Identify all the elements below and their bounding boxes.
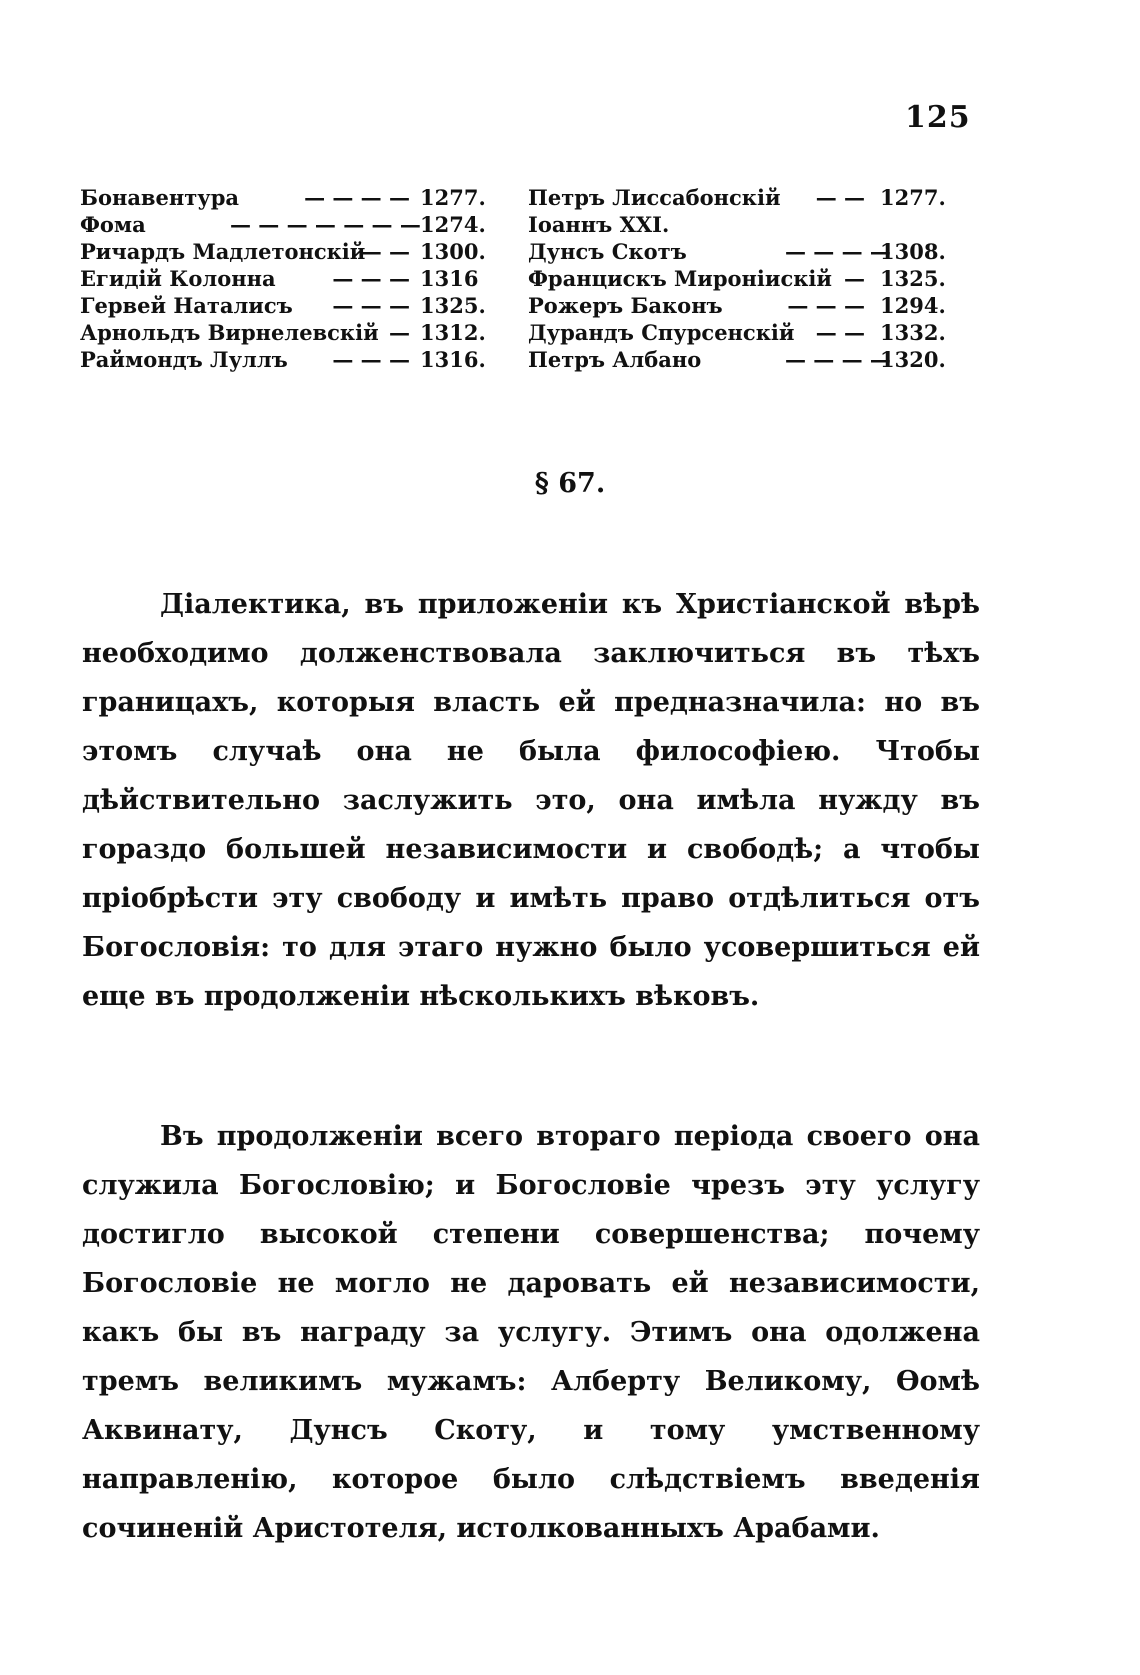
left-name: Бонавентура (80, 185, 239, 210)
right-name: Дурандъ Спурсенскій (528, 320, 795, 345)
left-name: Гервей Наталисъ (80, 293, 293, 318)
left-name: Ричардъ Мадлетонскій (80, 239, 366, 264)
right-year: 1277. (880, 185, 946, 210)
left-name: Арнольдъ Вирнелевскій (80, 320, 379, 345)
right-name: Іоаннъ XXI. (528, 212, 670, 237)
left-year: 1274. (420, 212, 486, 237)
left-dashes: — — — — (304, 185, 410, 210)
left-dashes: — (389, 320, 410, 345)
right-year: 1294. (880, 293, 946, 318)
right-name: Францискъ Мироніискій (528, 266, 832, 291)
table-row (0, 185, 1140, 212)
paragraph-dialectics: Діалектика, въ приложеніи къ Христіанской вѣрѣ необходимо долженствовала заключиться въ тѣхъ границахъ, которыя власть ей предназначила: но въ этомъ случаѣ она не была философіею. Чтобы дѣйствительно заслужить это, она имѣла нужду въ гораздо большей независимости и свободѣ; а чтобы пріобрѣсти эту свободу и имѣть право отдѣлиться отъ Богословія: то для этаго нужно было усовершиться ей еще въ продолженіи нѣсколькихъ вѣковъ. (82, 589, 980, 1012)
left-name: Егидій Колонна (80, 266, 276, 291)
paragraph-second-period: Въ продолженіи всего втораго періода своего она служила Богословію; и Богословіе чрезъ эту услугу достигло высокой степени совершенства; почему Богословіе не могло не даровать ей независимости, какъ бы въ награду за услугу. Этимъ она одолжена тремъ великимъ мужамъ: Алберту Великому, Ѳомѣ Аквинату, Дунсъ Скоту, и тому умственному направленію, которое было слѣдствіемъ введенія сочиненій Аристотеля, истолкованныхъ Арабами. (82, 1121, 980, 1544)
right-name: Петръ Албано (528, 347, 702, 372)
section-heading: § 67. (534, 468, 606, 499)
table-row (0, 293, 1140, 320)
left-name: Фома (80, 212, 146, 237)
table-row (0, 266, 1140, 293)
left-dashes: — — — — — — — (230, 212, 421, 237)
right-name: Рожеръ Баконъ (528, 293, 723, 318)
right-dashes: — — (815, 185, 865, 210)
right-dashes: — — — — (785, 239, 891, 264)
right-year: 1332. (880, 320, 946, 345)
right-year: 1325. (880, 266, 946, 291)
left-year: 1300. (420, 239, 486, 264)
right-dashes: — — — (787, 293, 865, 318)
right-dashes: — (844, 266, 865, 291)
right-year: 1308. (880, 239, 946, 264)
table-row (0, 320, 1140, 347)
page-number: 125 (905, 100, 971, 135)
table-row (0, 347, 1140, 374)
left-dashes: — — — (332, 266, 410, 291)
left-year: 1316. (420, 347, 486, 372)
left-dashes: — — — (332, 347, 410, 372)
left-year: 1277. (420, 185, 486, 210)
right-name: Петръ Лиссабонскій (528, 185, 781, 210)
right-dashes: — — (815, 320, 865, 345)
names-table (0, 185, 1140, 385)
left-year: 1325. (420, 293, 486, 318)
left-year: 1316 (420, 266, 479, 291)
right-name: Дунсъ Скотъ (528, 239, 687, 264)
left-dashes: — — — (332, 293, 410, 318)
left-name: Раймондъ Луллъ (80, 347, 288, 372)
left-year: 1312. (420, 320, 486, 345)
right-dashes: — — — — (785, 347, 891, 372)
right-year: 1320. (880, 347, 946, 372)
table-row (0, 212, 1140, 239)
table-row (0, 239, 1140, 266)
left-dashes: — — (360, 239, 410, 264)
